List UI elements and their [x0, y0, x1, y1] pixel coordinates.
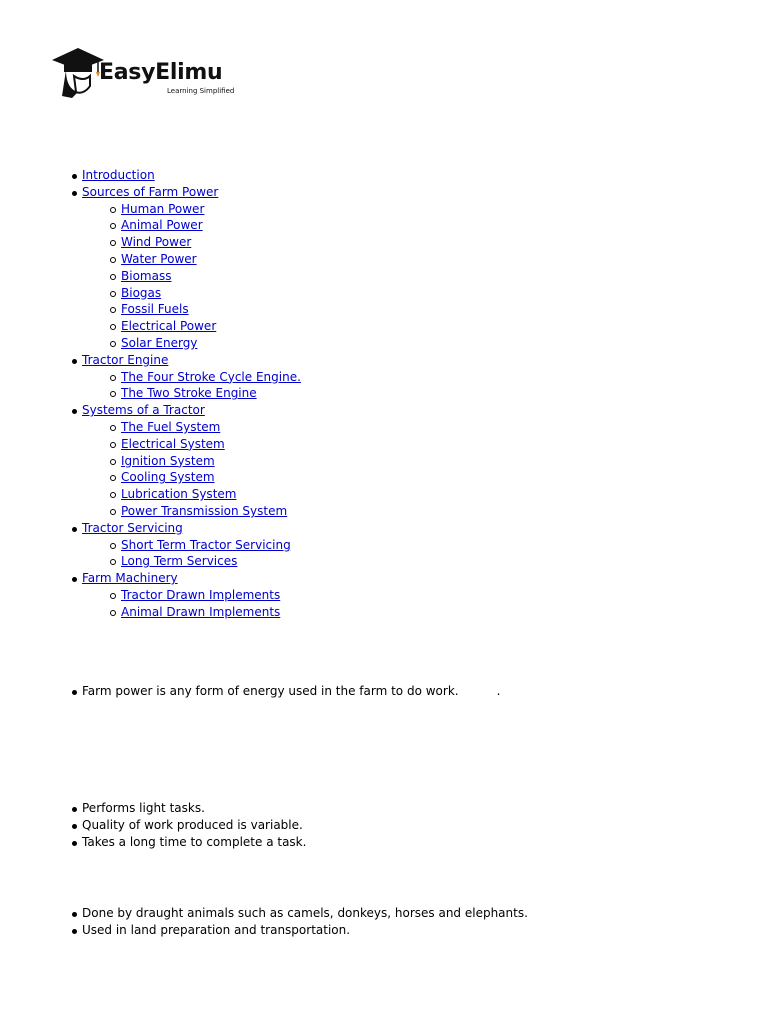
- toc-link[interactable]: Systems of a Tractor: [82, 403, 205, 418]
- toc-link[interactable]: The Four Stroke Cycle Engine.: [121, 369, 301, 384]
- toc-link[interactable]: Cooling System: [121, 470, 215, 485]
- toc-item-sources-of-farm-power: [82, 184, 301, 201]
- toc-link[interactable]: Electrical Power: [121, 319, 217, 334]
- toc-link[interactable]: Animal Power: [121, 218, 203, 233]
- toc-link[interactable]: Introduction: [82, 168, 155, 182]
- toc-subitem-solar-energy: [82, 335, 301, 352]
- toc-subitem-animal-power: [82, 217, 301, 234]
- toc-link[interactable]: Animal Drawn Implements: [121, 604, 281, 619]
- toc-subitem-fossil-fuels: [82, 301, 301, 318]
- toc-subitem-biomass: [82, 268, 301, 285]
- brand-tagline: Learning Simplified: [167, 87, 235, 95]
- toc-link[interactable]: Farm Machinery: [82, 571, 178, 586]
- toc-link[interactable]: Human Power: [121, 201, 205, 216]
- toc-subitem-water-power: [82, 251, 301, 268]
- toc-item-tractor-servicing: [82, 520, 301, 537]
- toc-link[interactable]: Tractor Engine: [82, 352, 169, 367]
- bullet-trail: .: [496, 684, 501, 698]
- toc-link[interactable]: Wind Power: [121, 235, 192, 250]
- list-item: Quality of work produced is variable.: [82, 817, 306, 834]
- brand-name: EasyElimu: [99, 60, 223, 85]
- bullet-text: Farm power is any form of energy used in the farm to do work.: [82, 684, 459, 698]
- toc-subitem-fuel-system: [82, 419, 301, 436]
- list-item: Takes a long time to complete a task.: [82, 834, 307, 849]
- animal-power-list: [82, 905, 528, 939]
- toc-link[interactable]: Sources of Farm Power: [82, 184, 219, 199]
- table-of-contents: [82, 167, 301, 621]
- toc-link[interactable]: Ignition System: [121, 453, 215, 468]
- toc-item-systems-of-a-tractor: [82, 402, 301, 419]
- toc-link[interactable]: Water Power: [121, 251, 197, 266]
- toc-subitem-biogas: [82, 285, 301, 302]
- toc-link[interactable]: Power Transmission System: [121, 503, 288, 518]
- toc-link[interactable]: Tractor Servicing: [82, 520, 183, 535]
- toc-subitem-four-stroke-engine: [82, 369, 301, 386]
- toc-link[interactable]: Solar Energy: [121, 335, 198, 350]
- toc-subitem-electrical-system: [82, 436, 301, 453]
- toc-subitem-short-term-servicing: [82, 537, 301, 554]
- toc-subitem-lubrication-system: [82, 486, 301, 503]
- toc-link[interactable]: The Two Stroke Engine: [121, 386, 257, 401]
- graduation-cap-icon: [50, 46, 106, 100]
- toc-subitem-electrical-power: [82, 318, 301, 335]
- list-item: Done by draught animals such as camels, donkeys, horses and elephants.: [82, 906, 528, 920]
- toc-item-farm-machinery: [82, 570, 301, 587]
- toc-subitem-animal-drawn-implements: [82, 604, 301, 621]
- toc-link[interactable]: Short Term Tractor Servicing: [121, 537, 291, 552]
- toc-link[interactable]: Long Term Services: [121, 554, 238, 569]
- toc-subitem-wind-power: [82, 234, 301, 251]
- list-item: Performs light tasks.: [82, 800, 306, 817]
- toc-item-tractor-engine: [82, 352, 301, 369]
- brand-logo[interactable]: [50, 46, 250, 100]
- farm-power-definition-list: [82, 683, 500, 700]
- toc-link[interactable]: The Fuel System: [121, 419, 221, 434]
- toc-link[interactable]: Electrical System: [121, 436, 225, 451]
- list-item: Used in land preparation and transportation.: [82, 922, 528, 939]
- toc-subitem-two-stroke-engine: [82, 385, 301, 402]
- toc-subitem-ignition-system: [82, 453, 301, 470]
- toc-link[interactable]: Tractor Drawn Implements: [121, 587, 281, 602]
- toc-item-introduction: [82, 167, 301, 184]
- toc-subitem-long-term-services: [82, 553, 301, 570]
- toc-subitem-power-transmission-system: [82, 503, 301, 520]
- toc-subitem-tractor-drawn-implements: [82, 587, 301, 604]
- toc-link[interactable]: Fossil Fuels: [121, 302, 189, 317]
- toc-subitem-cooling-system: [82, 469, 301, 486]
- human-power-list: [82, 800, 306, 850]
- list-item: [82, 683, 500, 700]
- toc-link[interactable]: Biomass: [121, 268, 172, 283]
- toc-link[interactable]: Biogas: [121, 285, 162, 300]
- toc-link[interactable]: Lubrication System: [121, 487, 237, 502]
- toc-subitem-human-power: [82, 201, 301, 218]
